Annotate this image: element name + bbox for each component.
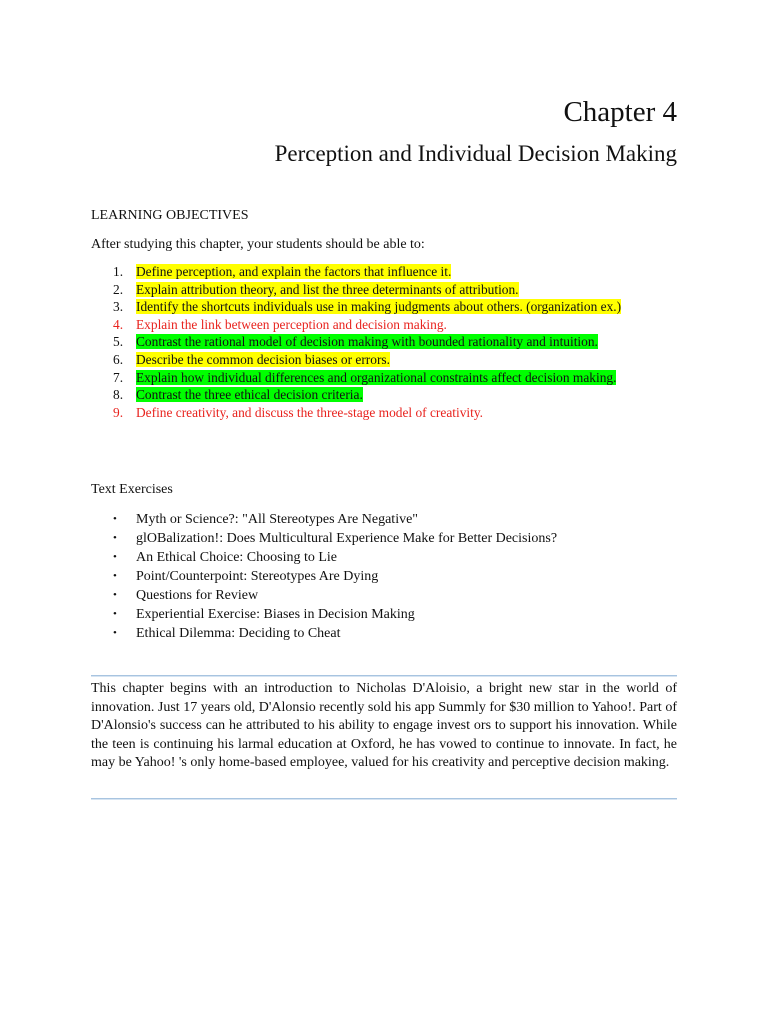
objective-number: 9. [113, 404, 124, 420]
objective-item [91, 263, 677, 281]
exercise-item [91, 624, 557, 643]
bullet-icon: • [113, 551, 117, 563]
exercise-text: Experiential Exercise: Biases in Decision Making [136, 607, 415, 622]
exercise-item [91, 548, 557, 567]
objective-item [91, 386, 677, 404]
exercise-item [91, 567, 557, 586]
bullet-icon: • [113, 513, 117, 525]
objective-text: Define creativity, and discuss the three-stage model of creativity. [136, 404, 484, 420]
objective-item [91, 404, 677, 422]
objective-text: Contrast the three ethical decision criteria. [136, 387, 363, 403]
text-exercises-list [91, 510, 557, 643]
objective-text: Explain how individual differences and organizational constraints affect decision making. [136, 369, 617, 385]
learning-objectives-intro: After studying this chapter, your students should be able to: [91, 237, 425, 252]
chapter-title: Chapter 4 [563, 96, 677, 128]
exercise-text: Point/Counterpoint: Stereotypes Are Dying [136, 569, 379, 584]
exercise-text: Ethical Dilemma: Deciding to Cheat [136, 626, 341, 641]
exercise-item [91, 586, 557, 605]
exercise-text: An Ethical Choice: Choosing to Lie [136, 550, 338, 565]
exercise-item [91, 529, 557, 548]
bullet-icon: • [113, 627, 117, 639]
objective-item [91, 298, 677, 316]
bullet-icon: • [113, 589, 117, 601]
objective-item [91, 369, 677, 387]
exercise-item [91, 605, 557, 624]
exercise-text: glOBalization!: Does Multicultural Experience Make for Better Decisions? [136, 531, 558, 546]
summary-top-divider [91, 675, 677, 677]
objective-item [91, 316, 677, 334]
exercise-text: Myth or Science?: "All Stereotypes Are Negative" [136, 512, 419, 527]
bullet-icon: • [113, 570, 117, 582]
exercise-text: Questions for Review [136, 588, 259, 603]
exercise-item [91, 510, 557, 529]
objective-number: 2. [113, 281, 124, 297]
learning-objectives-list [91, 263, 677, 421]
objective-number: 6. [113, 351, 124, 367]
chapter-summary: This chapter begins with an introduction to Nicholas D'Aloisio, a bright new star in the world of innovation. Just 17 years old, D'Alonsio recently sold his app Summly for $30 million to Yahoo!. Part of D'Alonsio's success can he attributed to his ability to engage invest ors to support his innovation. While the teen is continuing his larmal education at Oxford, he has vowed to continue to innovate. In fact, he may be Yahoo! 's only home-based employee, valued for his creativity and perceptive decision making. [91, 681, 677, 771]
bullet-icon: • [113, 532, 117, 544]
summary-bottom-divider [91, 798, 677, 800]
learning-objectives-heading: LEARNING OBJECTIVES [91, 208, 249, 223]
text-exercises-heading: Text Exercises [91, 482, 173, 497]
chapter-subtitle: Perception and Individual Decision Making [274, 141, 677, 166]
bullet-icon: • [113, 608, 117, 620]
objective-number: 3. [113, 299, 124, 315]
objective-text: Explain attribution theory, and list the three determinants of attribution. [136, 281, 519, 297]
objective-text: Define perception, and explain the factors that influence it. [136, 264, 452, 279]
objective-text: Describe the common decision biases or errors. [136, 351, 390, 367]
objective-number: 5. [113, 334, 124, 350]
objective-number: 7. [113, 369, 124, 385]
objective-text: Identify the shortcuts individuals use in making judgments about others. (organization ex.) [136, 299, 622, 315]
objective-text: Explain the link between perception and decision making. [136, 316, 447, 332]
objective-item [91, 333, 677, 351]
objective-text: Contrast the rational model of decision making with bounded rationality and intuition. [136, 334, 598, 350]
objective-item [91, 351, 677, 369]
objective-number: 8. [113, 387, 124, 403]
objective-number: 1. [113, 264, 124, 279]
objective-item [91, 281, 677, 299]
objective-number: 4. [113, 316, 124, 332]
